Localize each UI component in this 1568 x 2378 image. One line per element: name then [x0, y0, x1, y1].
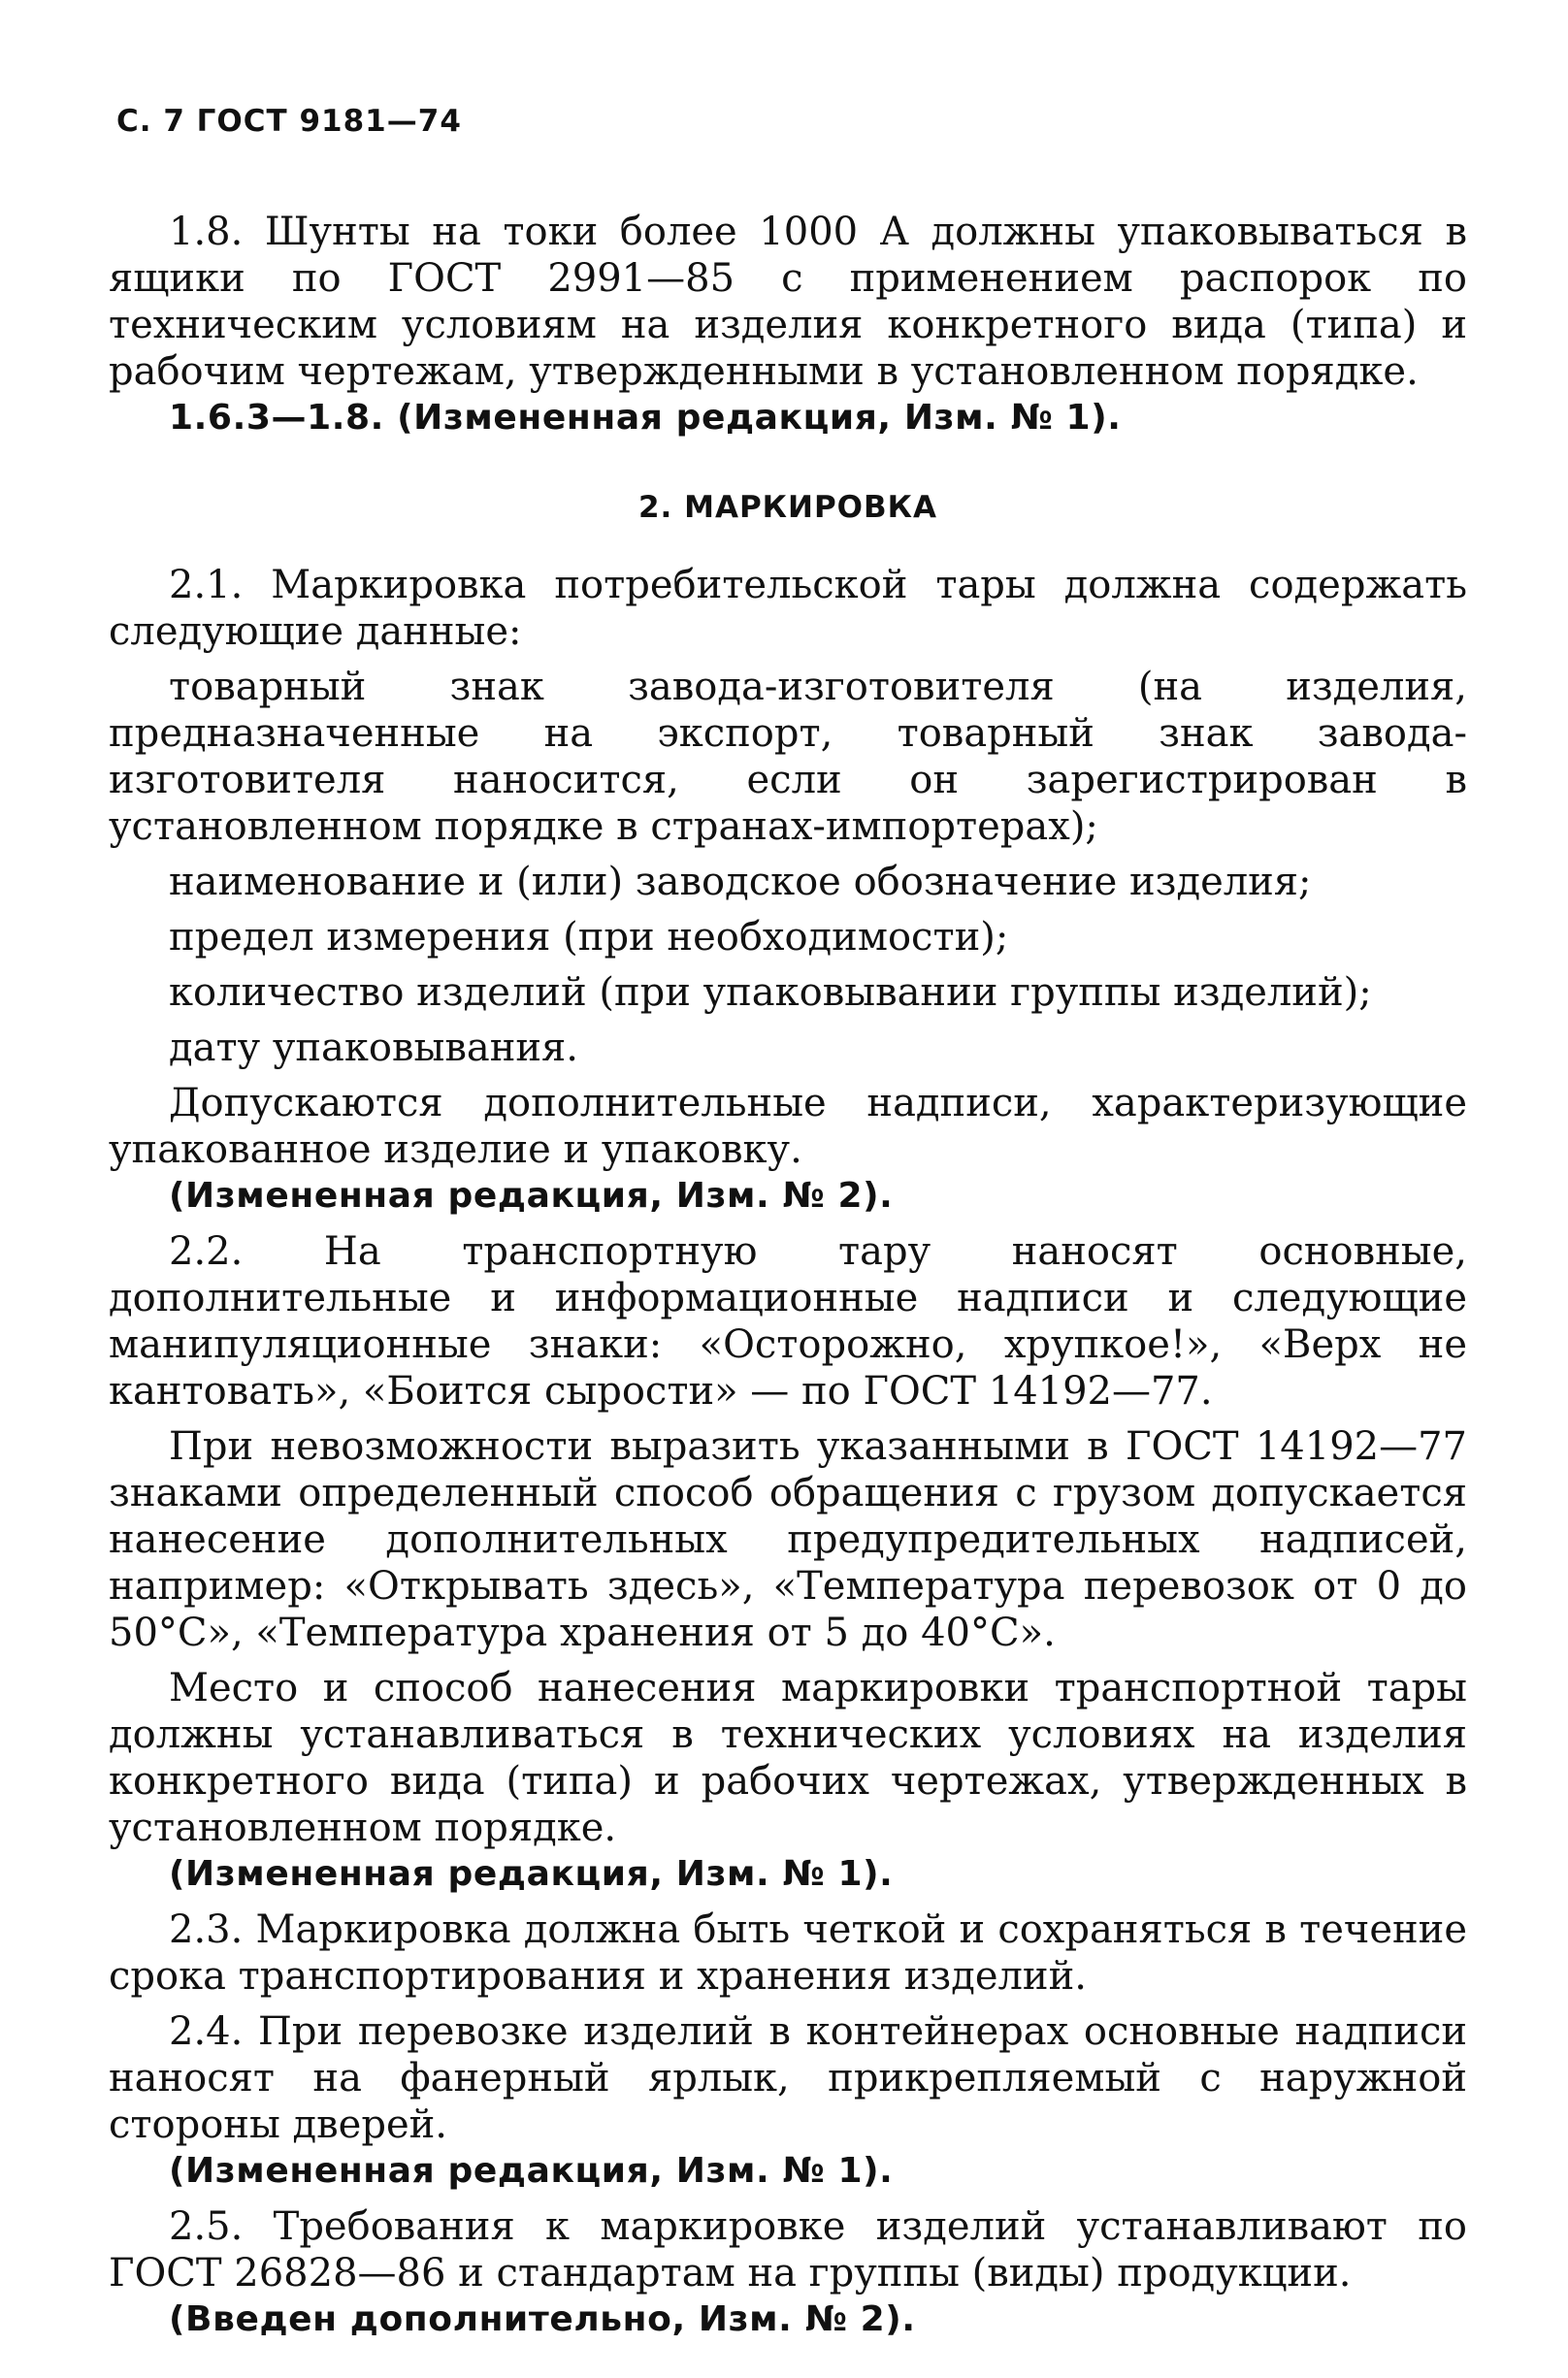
list-item-quantity: количество изделий (при упаковывании группы изделий); — [169, 970, 1372, 1015]
paragraph-2-2-b: При невозможности выразить указанными в ГОСТ 14192—77 знаками определенный способ обращения с грузом допускается нанесение дополнительных предупредительных надписей, например: «Открывать здесь», «Температура перевозок от 0 до 50°С», «Температура хранения от 5 до 40°С». — [109, 1424, 1467, 1655]
paragraph-2-1: 2.1. Маркировка потребительской тары должна содержать следующие данные: — [109, 563, 1467, 654]
section-title-marking: 2. МАРКИРОВКА — [637, 490, 937, 525]
paragraph-2-4: 2.4. При перевозке изделий в контейнерах основные надписи наносят на фанерный ярлык, прикрепляемый с наружной стороны дверей. — [109, 2009, 1467, 2147]
revision-note-2-1: (Измененная редакция, Изм. № 2). — [169, 1176, 894, 1216]
revision-note-2-5: (Введен дополнительно, Изм. № 2). — [169, 2299, 916, 2339]
list-item-limit: предел измерения (при необходимости); — [169, 915, 1009, 960]
paragraph-2-1-extra: Допускаются дополнительные надписи, характеризующие упакованное изделие и упаковку. — [109, 1081, 1467, 1172]
paragraph-2-5: 2.5. Требования к маркировке изделий устанавливают по ГОСТ 26828—86 и стандартам на группы (виды) продукции. — [109, 2204, 1467, 2296]
document-body — [109, 209, 1467, 2343]
list-item-name: наименование и (или) заводское обозначение изделия; — [169, 860, 1312, 904]
page-header: С. 7 ГОСТ 9181—74 — [116, 104, 462, 139]
revision-note-2-2: (Измененная редакция, Изм. № 1). — [169, 1854, 894, 1894]
list-item-trademark: товарный знак завода-изготовителя (на изделия, предназначенные на экспорт, товарный знак завода-изготовителя наносится, если он зарегистрирован в установленном порядке в странах-импортерах); — [109, 665, 1467, 849]
list-item-date: дату упаковывания. — [169, 1026, 578, 1070]
paragraph-2-2-c: Место и способ нанесения маркировки транспортной тары должны устанавливаться в технических условиях на изделия конкретного вида (типа) и рабочих чертежах, утвержденных в установленном порядке. — [109, 1666, 1467, 1850]
paragraph-2-2: 2.2. На транспортную тару наносят основные, дополнительные и информационные надписи и следующие манипуляционные знаки: «Осторожно, хрупкое!», «Верх не кантовать», «Боится сырости» — по ГОСТ 14192—77. — [109, 1229, 1467, 1414]
revision-note-2-4: (Измененная редакция, Изм. № 1). — [169, 2151, 894, 2191]
paragraph-2-3: 2.3. Маркировка должна быть четкой и сохраняться в течение срока транспортирования и хранения изделий. — [109, 1907, 1467, 1999]
revision-note-1-6-3: 1.6.3—1.8. (Измененная редакция, Изм. № 1). — [169, 398, 1122, 438]
paragraph-1-8: 1.8. Шунты на токи более 1000 А должны упаковываться в ящики по ГОСТ 2991—85 с применением распорок по техническим условиям на изделия конкретного вида (типа) и рабочим чертежам, утвержденными в установленном порядке. — [109, 210, 1467, 394]
